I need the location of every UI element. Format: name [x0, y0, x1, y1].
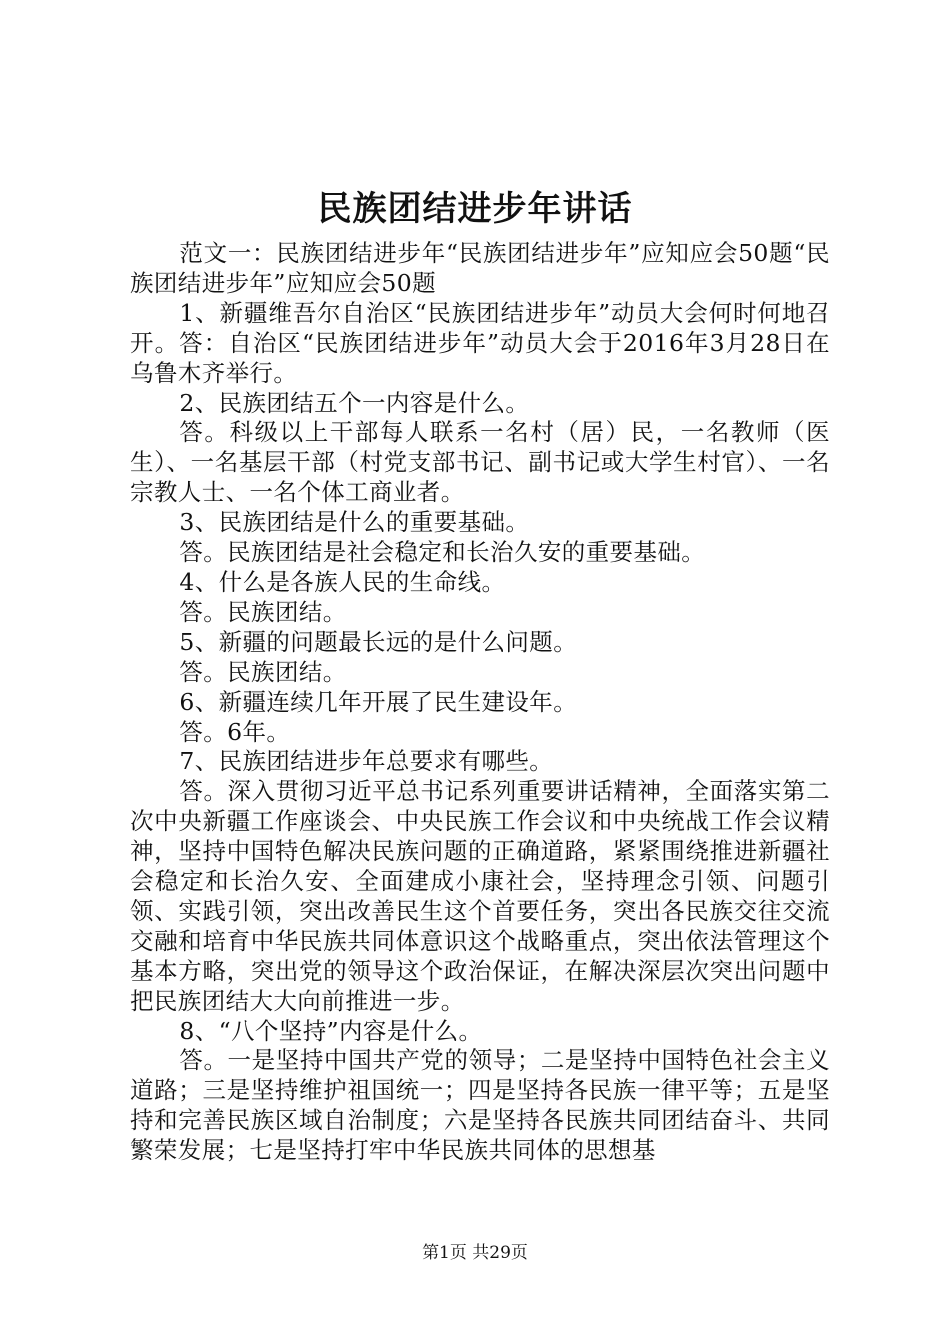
paragraph: 答。科级以上干部每人联系一名村（居）民，一名教师（医生）、一名基层干部（村党支部书记、副书记或大学生村官）、一名宗教人士、一名个体工商业者。 — [130, 418, 830, 507]
paragraph: 答。深入贯彻习近平总书记系列重要讲话精神，全面落实第二次中央新疆工作座谈会、中央民族工作会议和中央统战工作会议精神，坚持中国特色解决民族问题的正确道路，紧紧围绕推进新疆社会稳定和长治久安、全面建成小康社会，坚持理念引领、问题引领、实践引领，突出改善民生这个首要任务，突出各民族交往交流交融和培育中华民族共同体意识这个战略重点，突出依法管理这个基本方略，突出党的领导这个政治保证，在解决深层次突出问题中把民族团结大大向前推进一步。 — [130, 777, 830, 1015]
paragraph: 答。一是坚持中国共产党的领导；二是坚持中国特色社会主义道路；三是坚持维护祖国统一；四是坚持各民族一律平等；五是坚持和完善民族区域自治制度；六是坚持各民族共同团结奋斗、共同繁荣发展；七是坚持打牢中华民族共同体的思想基 — [130, 1046, 830, 1165]
paragraph: 答。民族团结是社会稳定和长治久安的重要基础。 — [179, 538, 706, 567]
document-body — [130, 239, 830, 1166]
paragraph: 范文一：民族团结进步年“民族团结进步年”应知应会50题“民族团结进步年”应知应会50题 — [130, 239, 830, 297]
paragraph: 答。民族团结。 — [179, 597, 347, 626]
paragraph: 7、民族团结进步年总要求有哪些。 — [179, 747, 554, 776]
page-number-footer: 第1页 共29页 — [422, 1243, 528, 1263]
paragraph: 3、民族团结是什么的重要基础。 — [179, 508, 530, 537]
paragraph: 8、“八个坚持”内容是什么。 — [179, 1016, 483, 1045]
paragraph: 6、新疆连续几年开展了民生建设年。 — [179, 687, 578, 716]
paragraph: 5、新疆的问题最长远的是什么问题。 — [179, 627, 578, 656]
paragraph: 答。6年。 — [179, 717, 291, 746]
paragraph: 1、新疆维吾尔自治区“民族团结进步年”动员大会何时何地召开。答：自治区“民族团结进步年”动员大会于2016年3月28日在乌鲁木齐举行。 — [130, 298, 830, 387]
paragraph: 2、民族团结五个一内容是什么。 — [179, 388, 530, 417]
paragraph: 答。民族团结。 — [179, 657, 347, 686]
document-title: 民族团结进步年讲话 — [317, 189, 633, 229]
paragraph: 4、什么是各族人民的生命线。 — [179, 567, 506, 596]
